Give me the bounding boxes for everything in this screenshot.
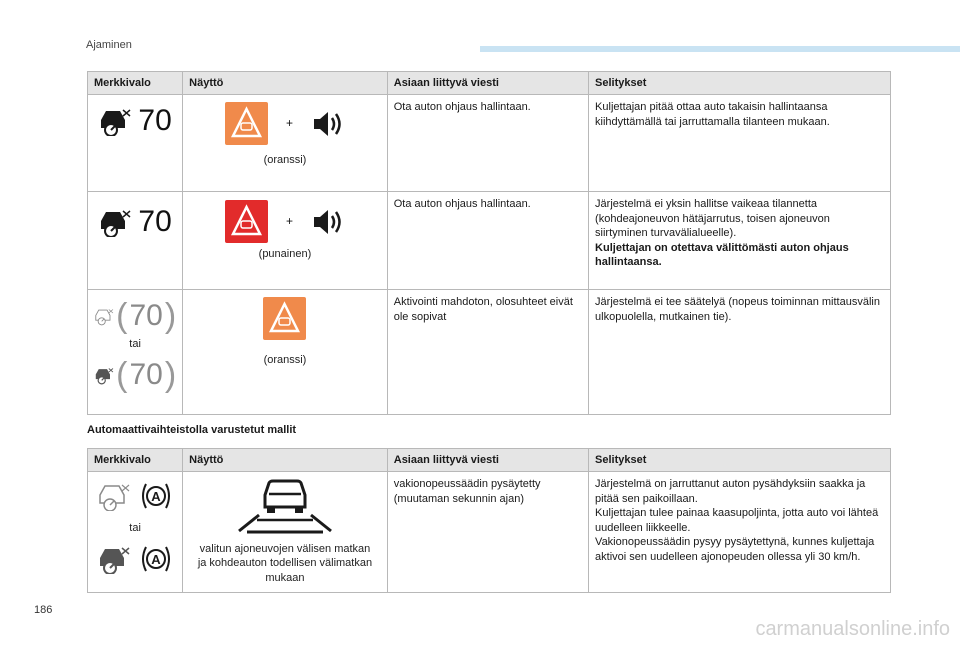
speed-value: 70 xyxy=(129,299,163,332)
table-row xyxy=(88,472,891,593)
speedometer-car-icon xyxy=(94,360,114,390)
bracket-right: ) xyxy=(164,355,177,394)
speed-value: 70 xyxy=(129,357,163,391)
explanation-bold-text: Kuljettajan on otettava välittömästi auton ohjaus hallintaansa. xyxy=(595,241,849,268)
display-color-caption: (oranssi) xyxy=(263,154,307,166)
message-cell: vakionopeussäädin pysäytetty (muutaman sekunnin ajan) xyxy=(387,472,588,593)
subsection-title: Automaattivaihteistolla varustetut mallit xyxy=(87,424,297,436)
auto-hold-icon xyxy=(139,544,173,574)
table-row xyxy=(88,192,891,290)
table-header-row xyxy=(88,72,891,95)
explanation-cell: Järjestelmä ei tee säätelyä (nopeus toiminnan mittausvälin ulkopuolella, mutkainen tie). xyxy=(589,290,891,415)
col-header-display: Näyttö xyxy=(183,72,388,95)
display-cell xyxy=(183,95,388,192)
svg-text:A: A xyxy=(151,551,161,567)
display-cell xyxy=(183,192,388,290)
explanation-cell xyxy=(589,192,891,290)
speedometer-car-icon xyxy=(98,106,132,136)
message-cell: Ota auton ohjaus hallintaan. xyxy=(387,192,588,290)
header-accent-bar xyxy=(480,46,960,52)
or-label: tai xyxy=(129,338,141,350)
explanation-line: Kuljettajan tulee painaa kaasupoljinta, jotta auto voi lähteä uudelleen liikkeelle. xyxy=(595,507,879,534)
explanation-text: Järjestelmä ei yksin hallitse vaikeaa tilannetta (kohdeajoneuvon hätäjarrutus, toisen ajoneuvon siirtyminen turvavälialueelle). xyxy=(595,198,830,239)
speed-value: 70 xyxy=(138,104,172,137)
plus-sign: + xyxy=(285,116,293,131)
indicator-cell xyxy=(88,290,183,415)
explanation-cell: Kuljettajan pitää ottaa auto takaisin hallintaansa kiihdyttämällä tai jarruttamalla tilanteen mukaan. xyxy=(589,95,891,192)
automatic-gearbox-table xyxy=(87,448,891,593)
col-header-explanation: Selitykset xyxy=(589,449,891,472)
indicator-cell xyxy=(88,95,183,192)
collision-warning-icon xyxy=(225,200,268,243)
distance-to-vehicle-icon xyxy=(235,479,335,535)
sound-alert-icon xyxy=(311,109,345,139)
collision-warning-icon xyxy=(225,102,268,145)
display-color-caption: (punainen) xyxy=(258,248,312,260)
bracket-right: ) xyxy=(164,297,177,335)
col-header-indicator: Merkkivalo xyxy=(88,449,183,472)
speedometer-car-outline-icon xyxy=(97,481,131,511)
display-color-caption: (oranssi) xyxy=(263,353,307,366)
section-title: Ajaminen xyxy=(86,39,132,51)
warning-table xyxy=(87,71,891,415)
collision-warning-icon xyxy=(263,297,306,340)
table-row xyxy=(88,95,891,192)
col-header-message: Asiaan liittyvä viesti xyxy=(387,72,588,95)
display-cell xyxy=(183,472,388,593)
or-label: tai xyxy=(129,522,141,534)
display-caption: valitun ajoneuvojen välisen matkan ja kohdeauton todellisen välimatkan mukaan xyxy=(197,542,373,584)
svg-text:A: A xyxy=(151,489,161,504)
page-number: 186 xyxy=(34,604,53,616)
message-cell: Aktivointi mahdoton, olosuhteet eivät ole sopivat xyxy=(387,290,588,415)
bracket-left: ( xyxy=(116,355,128,394)
message-cell: Ota auton ohjaus hallintaan. xyxy=(387,95,588,192)
plus-sign: + xyxy=(285,214,293,229)
bracket-left: ( xyxy=(116,297,128,335)
indicator-cell xyxy=(88,472,183,593)
speed-value: 70 xyxy=(138,205,172,238)
col-header-display: Näyttö xyxy=(183,449,388,472)
explanation-line: Järjestelmä on jarruttanut auton pysähdyksiin saakka ja pitää sen paikoillaan. xyxy=(595,478,866,505)
table-header-row xyxy=(88,449,891,472)
indicator-cell xyxy=(88,192,183,290)
display-cell xyxy=(183,290,388,415)
speedometer-car-icon xyxy=(97,544,131,574)
table-row xyxy=(88,290,891,415)
col-header-explanation: Selitykset xyxy=(589,72,891,95)
col-header-indicator: Merkkivalo xyxy=(88,72,183,95)
watermark: carmanualsonline.info xyxy=(755,618,950,640)
speedometer-car-icon xyxy=(98,207,132,237)
col-header-message: Asiaan liittyvä viesti xyxy=(387,449,588,472)
explanation-cell xyxy=(589,472,891,593)
explanation-line: Vakionopeussäädin pysyy pysäytettynä, kunnes kuljettaja aktivoi sen uudelleen ajonopeuden ollessa yli 30 km/h. xyxy=(595,536,875,563)
speedometer-car-outline-icon xyxy=(94,301,114,331)
sound-alert-icon xyxy=(311,207,345,237)
auto-hold-icon xyxy=(139,481,173,511)
